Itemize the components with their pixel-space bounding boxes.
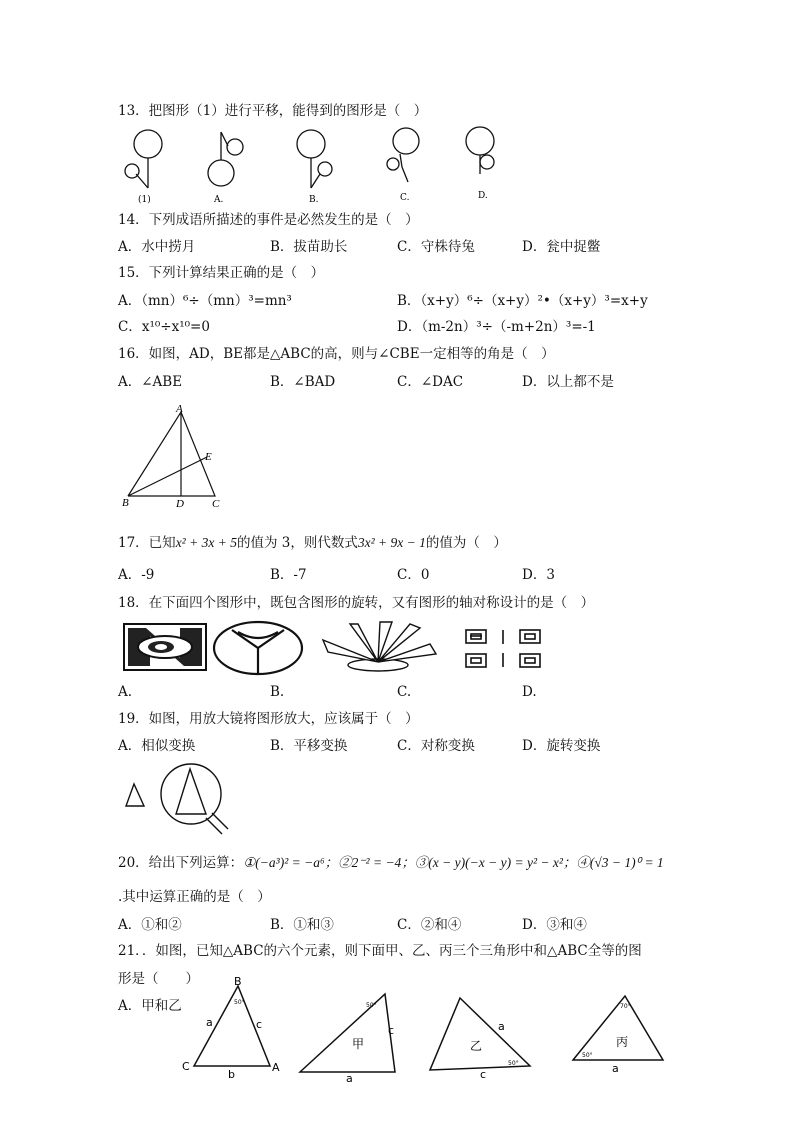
q16-point-a: A: [176, 403, 183, 415]
q21-label-a: a: [206, 1016, 213, 1029]
q20-expr4: ；④(√3 − 1)⁰ = 1: [562, 855, 664, 870]
q16-stem: 16．如图，AD，BE都是△ABC的高，则与∠CBE一定相等的角是（ ）: [118, 346, 555, 362]
q19-stem: 19．如图，用放大镜将图形放大，应该属于（ ）: [118, 711, 419, 727]
q18-label-d: D.: [522, 684, 537, 700]
q15-option-c: C．x¹⁰÷x¹⁰=0: [118, 319, 210, 335]
q20-expr1: ①(−a³)² = −a⁶: [243, 855, 325, 870]
q19-magnifier-figure: [118, 760, 238, 840]
q17-option-c: C．0: [397, 567, 430, 583]
q17-option-b: B．-7: [270, 567, 307, 583]
q21-label-A: A: [272, 1061, 280, 1074]
q20-option-d: D．③和④: [522, 917, 587, 933]
q21-jia-angle: 50°: [366, 1002, 377, 1009]
q13-label-a: A.: [214, 195, 224, 205]
q20-expr3: ；③(x − y)(−x − y) = y² − x²: [401, 855, 563, 870]
q19-option-d: D．旋转变换: [522, 738, 601, 754]
q21-bing-a: a: [612, 1062, 619, 1075]
q20-stem: [118, 854, 664, 872]
q17-stem: [118, 534, 507, 552]
q21-yi-name: 乙: [470, 1039, 483, 1053]
q14-option-a: A．水中捞月: [118, 239, 196, 255]
q16-point-e: E: [205, 451, 212, 463]
q21-triangles-figure: [180, 974, 680, 1084]
q21-jia-name: 甲: [352, 1037, 365, 1051]
q21-bing-angle-2: 50°: [582, 1052, 593, 1059]
q20-option-a: A．①和②: [118, 917, 182, 933]
q17-mid: 的值为 3，则代数式: [236, 535, 358, 551]
q16-option-a: A．∠ABE: [118, 374, 183, 390]
q13-label-d: D.: [478, 191, 488, 201]
q19-option-b: B．平移变换: [270, 738, 348, 754]
q21-yi-a: a: [498, 1020, 505, 1033]
q18-label-b: B.: [270, 684, 285, 700]
q21-jia-a: a: [346, 1072, 353, 1084]
q13-label-b: B.: [309, 195, 319, 205]
q18-figures: [118, 618, 558, 678]
q21-stem-2: 形是（ ）: [118, 971, 199, 987]
q21-yi-c: c: [480, 1068, 487, 1081]
q16-option-b: B．∠BAD: [270, 374, 336, 390]
q21-triangle-jia: [300, 994, 395, 1072]
q14-option-c: C．守株待兔: [397, 239, 475, 255]
q17-expr2: 3x² + 9x − 1: [357, 535, 426, 550]
q15-stem: 15．下列计算结果正确的是（ ）: [118, 265, 325, 281]
q18-figure-c: [323, 622, 436, 671]
q18-figure-d: [466, 630, 540, 667]
q15-option-d: D．（m-2n）³÷（-m+2n）³=-1: [397, 319, 596, 335]
q18-stem: 18．在下面四个图形中，既包含图形的旋转，又有图形的轴对称设计的是（ ）: [118, 595, 595, 611]
q17-suffix: 的值为（ ）: [425, 535, 507, 551]
q16-point-d: D: [176, 498, 184, 510]
q21-stem: 21．．如图，已知△ABC的六个元素，则下面甲、乙、丙三个三角形中和△ABC全等的图: [118, 943, 642, 959]
q21-bing-name: 丙: [616, 1035, 629, 1049]
q21-option-a: A．甲和乙: [118, 998, 182, 1014]
q18-label-a: A.: [118, 684, 133, 700]
q18-figure-b: [214, 622, 302, 674]
q21-bing-angle-1: 70°: [620, 1003, 631, 1010]
q18-figure-a: [124, 624, 206, 670]
q21-label-c: c: [256, 1018, 263, 1031]
q16-point-b: B: [122, 497, 129, 509]
q20-option-c: C．②和④: [397, 917, 462, 933]
q15-option-b: B．（x+y）⁶÷（x+y）²•（x+y）³=x+y: [397, 293, 648, 309]
q13-label-1: (1): [138, 195, 151, 205]
q15-option-a: A．（mn）⁶÷（mn）³=mn³: [118, 293, 292, 309]
q21-yi-angle: 50°: [508, 1060, 519, 1067]
q13-label-c: C.: [400, 193, 410, 203]
q13-stem: 13．把图形（1）进行平移，能得到的图形是（ ）: [118, 103, 428, 119]
q14-stem: 14．下列成语所描述的事件是必然发生的是（ ）: [118, 212, 419, 228]
q21-angle-abc: 50°: [234, 999, 245, 1006]
q21-label-C: C: [182, 1060, 190, 1073]
q20-stem-2: .其中运算正确的是（ ）: [118, 889, 271, 905]
q13-figures: [118, 124, 518, 206]
q20-expr2: ；②2⁻² = −4: [324, 855, 402, 870]
q21-jia-c: c: [388, 1024, 395, 1037]
q14-option-b: B．拔苗助长: [270, 239, 348, 255]
q21-triangle-bing: [573, 996, 663, 1060]
q17-option-a: A．-9: [118, 567, 155, 583]
q16-point-c: C: [212, 498, 220, 510]
q21-label-b: b: [228, 1068, 235, 1081]
q20-prefix: 20．给出下列运算：: [118, 855, 244, 871]
q16-option-c: C．∠DAC: [397, 374, 464, 390]
q18-label-c: C.: [397, 684, 412, 700]
q19-option-c: C．对称变换: [397, 738, 475, 754]
q21-label-B: B: [234, 975, 242, 988]
q16-option-d: D．以上都不是: [522, 374, 614, 390]
q16-triangle-figure: [118, 400, 238, 512]
q19-option-a: A．相似变换: [118, 738, 196, 754]
q17-prefix: 17．已知: [118, 535, 176, 551]
q20-option-b: B．①和③: [270, 917, 334, 933]
q17-option-d: D．3: [522, 567, 555, 583]
q14-option-d: D．瓮中捉鳖: [522, 239, 601, 255]
q17-expr1: x² + 3x + 5: [175, 535, 237, 550]
